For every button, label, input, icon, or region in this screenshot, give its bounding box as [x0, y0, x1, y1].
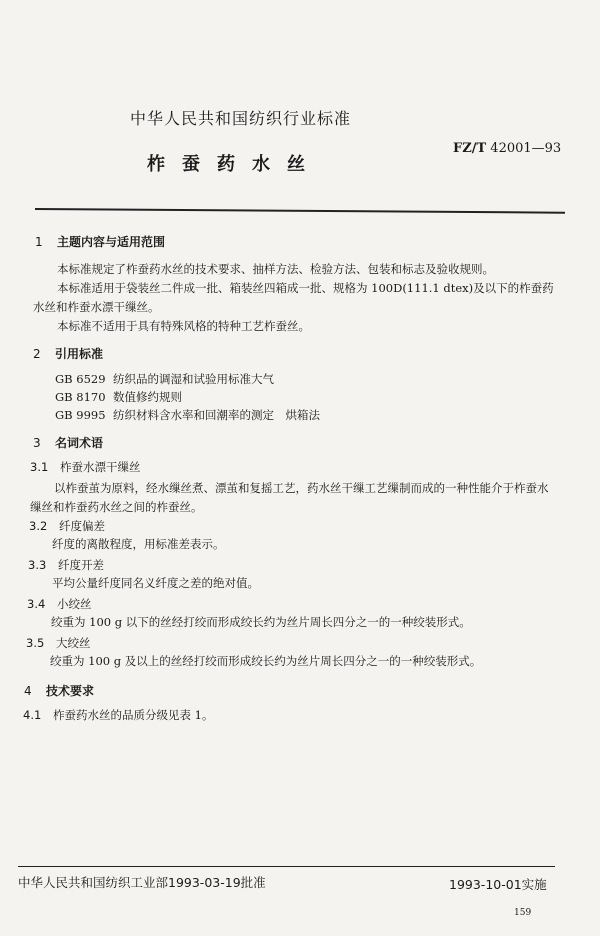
section-title: 技术要求 [46, 684, 95, 698]
term-number: 3.4 [27, 597, 46, 611]
term-3-4-heading [27, 596, 92, 612]
section-4-heading [24, 682, 94, 699]
term-3-2-heading [29, 518, 105, 534]
term-number: 3.2 [29, 519, 48, 533]
section-title: 主题内容与适用范围 [57, 235, 166, 249]
term-3-3-definition: 平均公量纤度同名义纤度之差的绝对值。 [52, 576, 259, 590]
clause-text: 柞蚕药水丝的品质分级见表 1。 [53, 708, 214, 722]
code-number: 42001—93 [490, 141, 562, 156]
term-3-1-definition-1: 以柞蚕茧为原料，经水缫丝煮、漂茧和复摇工艺，药水丝干缫工艺缫制而成的一种性能介于柞蚕水 [54, 481, 549, 495]
clause-4-1 [23, 707, 213, 723]
s1-paragraph-3: 本标准不适用于具有特殊风格的特种工艺柞蚕丝。 [57, 319, 310, 333]
section-title: 引用标准 [55, 347, 104, 361]
clause-number: 4.1 [23, 708, 42, 722]
section-3-heading [33, 434, 103, 451]
s1-paragraph-2a: 本标准适用于袋装丝二件成一批、箱装丝四箱成一批、规格为 100D(111.1 dtex)及以下的柞蚕药 [57, 281, 554, 295]
term-3-5-heading [26, 635, 91, 651]
term-name: 纤度开差 [58, 558, 104, 572]
term-name: 柞蚕水漂干缫丝 [60, 460, 141, 474]
term-3-3-heading [28, 557, 104, 573]
reference-item [55, 388, 182, 407]
term-3-1-heading [30, 459, 141, 475]
reference-title: 纺织品的调湿和试验用标准大气 [113, 372, 274, 386]
term-number: 3.5 [26, 636, 45, 650]
reference-code: GB 8170 [55, 390, 106, 404]
term-number: 3.3 [28, 558, 47, 572]
reference-item [55, 406, 320, 425]
term-3-5-definition: 绞重为 100 g 及以上的丝经打绞而形成绞长约为丝片周长四分之一的一种绞装形式。 [50, 654, 482, 668]
term-name: 小绞丝 [57, 597, 92, 611]
term-name: 大绞丝 [56, 636, 91, 650]
footer-divider [18, 866, 555, 867]
term-3-2-definition: 纤度的离散程度，用标准差表示。 [52, 537, 225, 551]
s1-paragraph-2b: 水丝和柞蚕水漂干缫丝。 [33, 300, 160, 314]
standard-code [453, 141, 561, 156]
code-prefix: FZ/T [453, 141, 487, 156]
section-2-heading [33, 345, 103, 362]
term-name: 纤度偏差 [59, 519, 105, 533]
header-divider [35, 208, 565, 214]
section-number: 4 [24, 684, 32, 698]
section-number: 1 [35, 235, 43, 249]
reference-item [55, 370, 274, 389]
reference-title: 数值修约规则 [113, 390, 182, 404]
section-number: 3 [33, 436, 41, 450]
effective-date: 1993-10-01实施 [449, 877, 547, 892]
section-title: 名词术语 [55, 436, 104, 450]
issuer-standard: 中华人民共和国纺织行业标准 [130, 109, 352, 128]
reference-code: GB 6529 [55, 372, 106, 386]
reference-code: GB 9995 [55, 408, 106, 422]
s1-paragraph-1: 本标准规定了柞蚕药水丝的技术要求、抽样方法、检验方法、包装和标志及验收规则。 [57, 262, 494, 276]
section-1-heading [35, 233, 165, 250]
approval-statement: 中华人民共和国纺织工业部1993-03-19批准 [18, 875, 266, 890]
page-number: 159 [514, 908, 532, 918]
term-number: 3.1 [30, 460, 49, 474]
section-number: 2 [33, 347, 41, 361]
document-title: 柞蚕药水丝 [147, 154, 322, 175]
term-3-1-definition-2: 缫丝和柞蚕药水丝之间的柞蚕丝。 [30, 500, 203, 514]
term-3-4-definition: 绞重为 100 g 以下的丝经打绞而形成绞长约为丝片周长四分之一的一种绞装形式。 [51, 615, 471, 629]
reference-title: 纺织材料含水率和回潮率的测定 烘箱法 [113, 408, 320, 422]
